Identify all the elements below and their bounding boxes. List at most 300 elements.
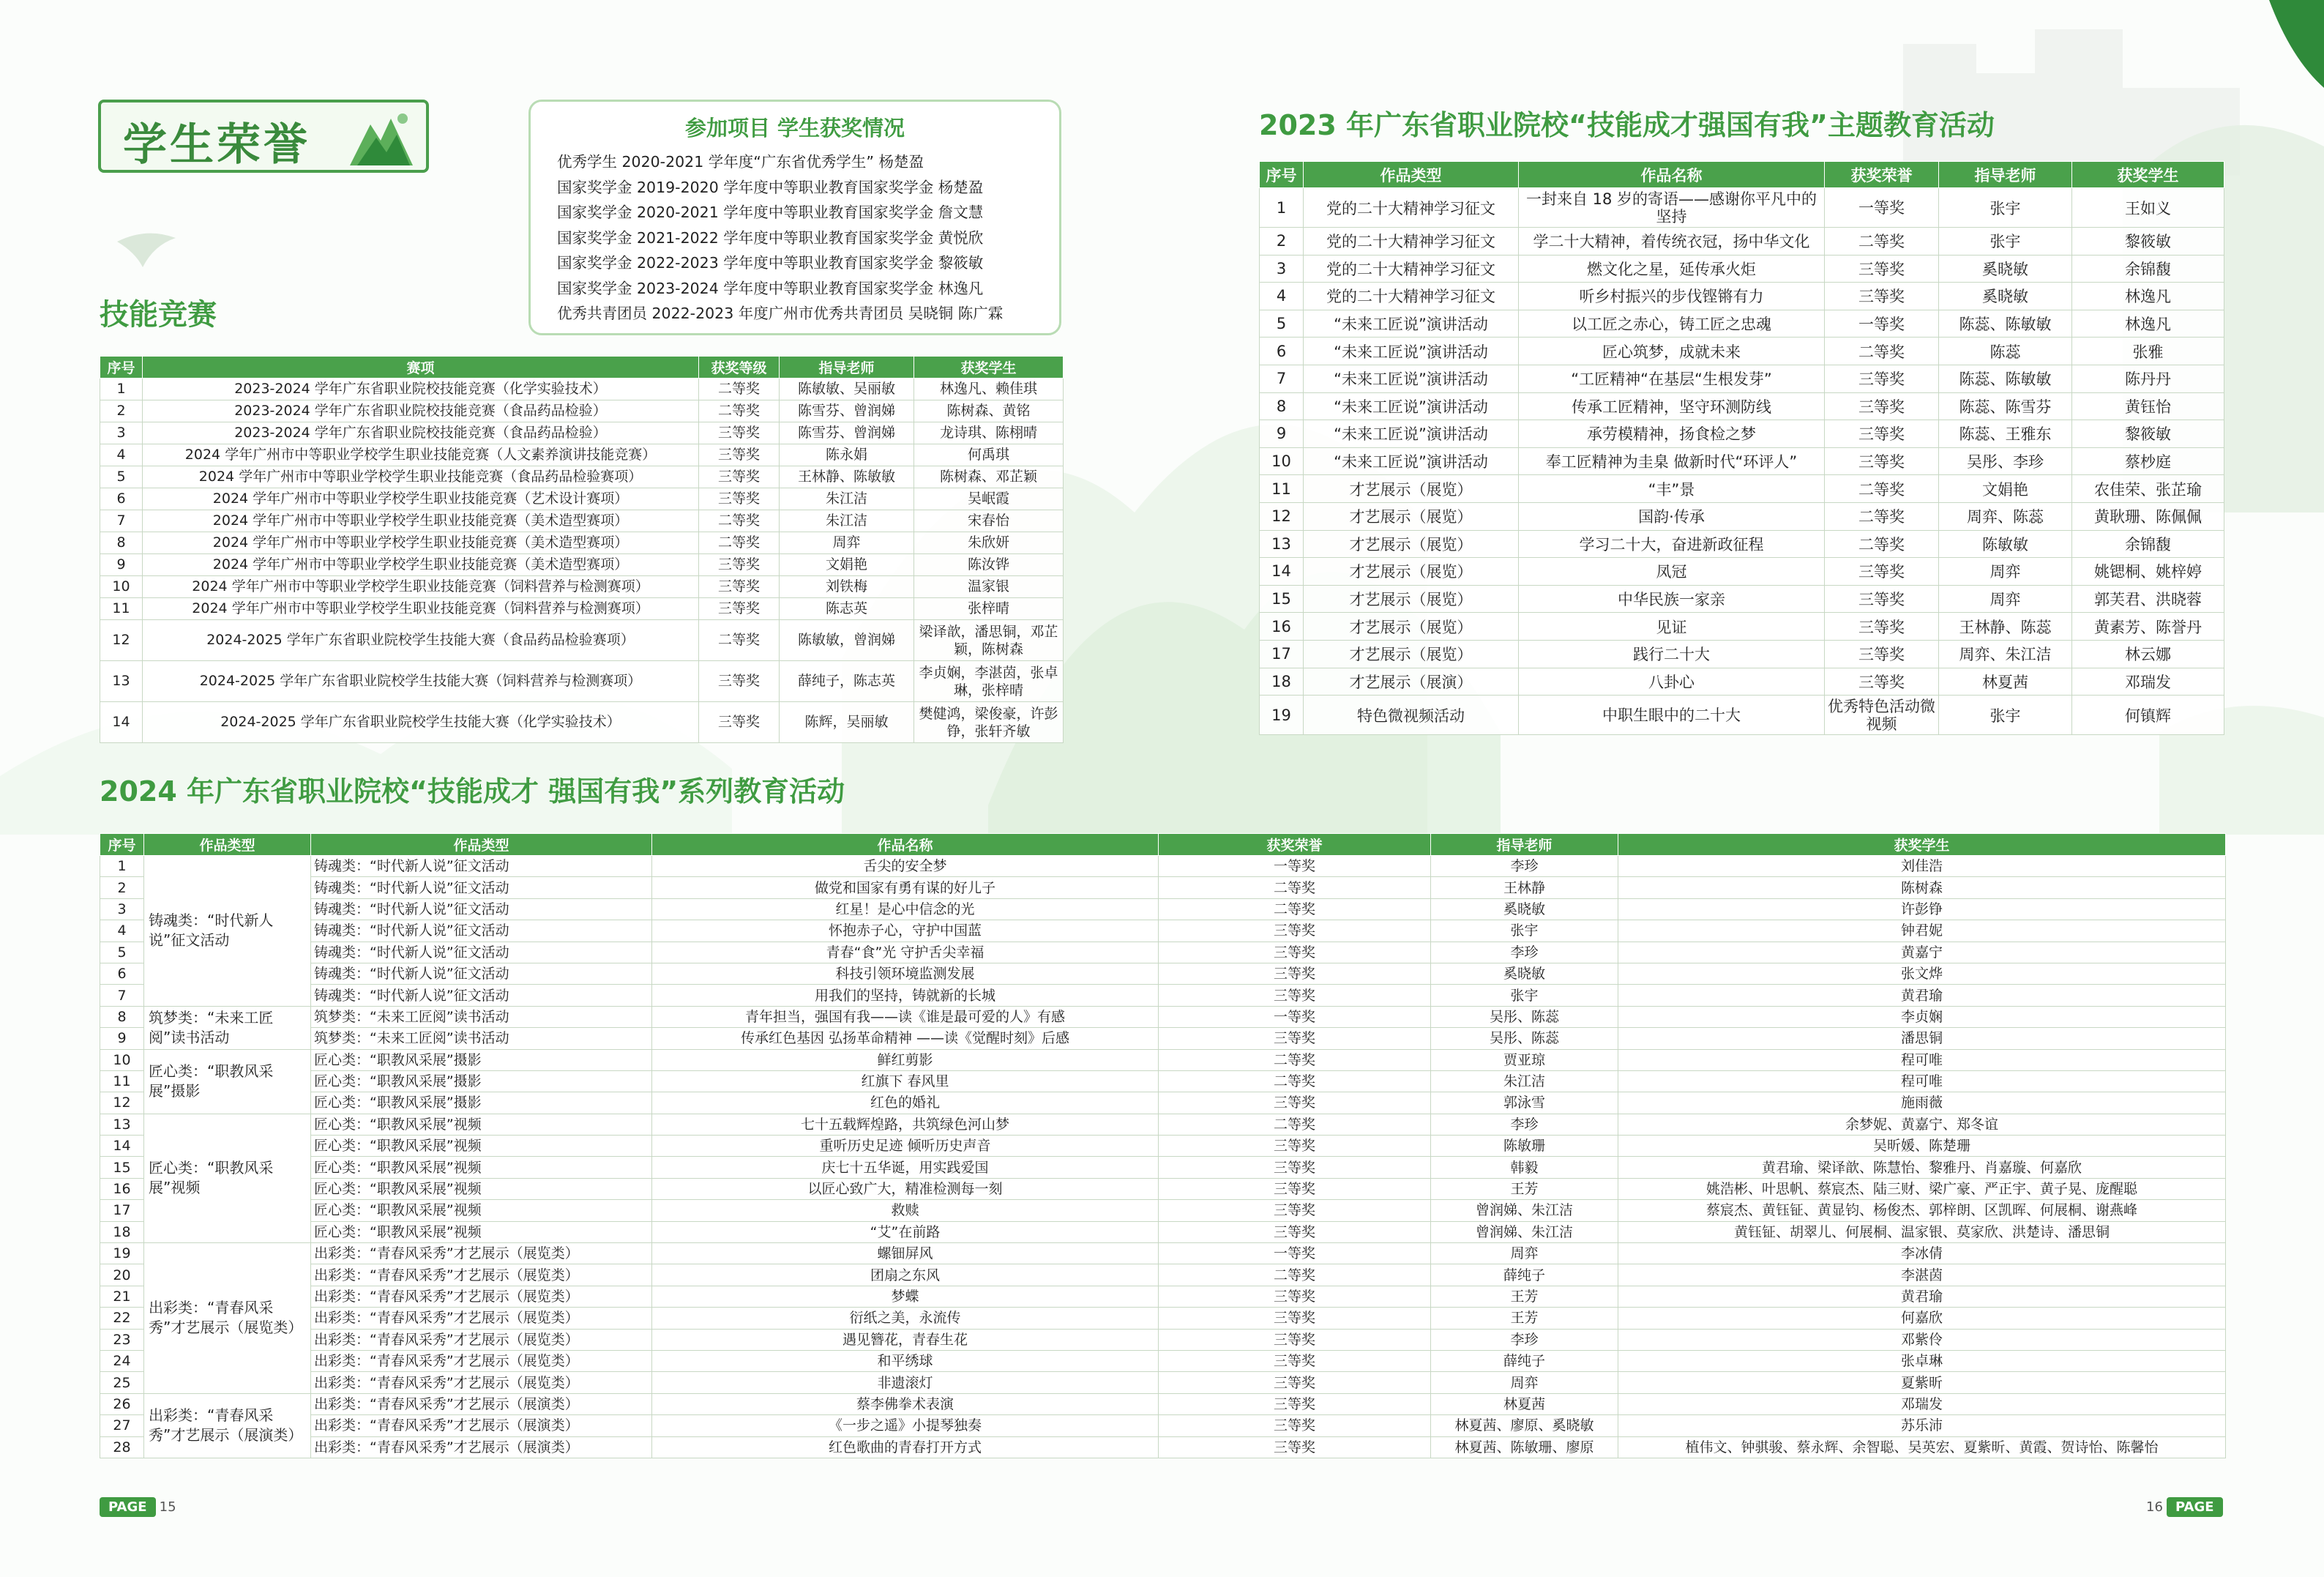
table-cell: 7: [1260, 365, 1304, 392]
table-cell: 二等奖: [699, 379, 780, 400]
table-row: [100, 1350, 2226, 1371]
table-cell: 三等奖: [699, 554, 780, 576]
table-cell: 蔡宸杰、黄钰钲、黄显钧、杨俊杰、郭梓朗、区凯晖、何展桐、谢燕峰: [1618, 1200, 2226, 1221]
table-cell: 陈蕊: [1939, 338, 2072, 365]
table-row: [100, 1178, 2226, 1199]
table-cell: 林逸凡: [2072, 283, 2224, 310]
table-cell: 陈永娟: [780, 444, 914, 466]
table-cell: 8: [1260, 392, 1304, 420]
table-cell: 三等奖: [1159, 1436, 1431, 1458]
table-cell: 匠心类：“职教风采展”视频: [311, 1178, 652, 1199]
table-cell: 姚锶桐、姚梓婷: [2072, 558, 2224, 586]
table-cell: 二等奖: [699, 400, 780, 422]
group-cell: 匠心类：“职教风采展”摄影: [144, 1049, 311, 1114]
table-cell: 筑梦类：“未来工匠阅”读书活动: [311, 1028, 652, 1049]
table-cell: 传承工匠精神，坚守环测防线: [1519, 392, 1825, 420]
table-row: [100, 488, 1064, 510]
table-cell: 奚晓敏: [1431, 963, 1618, 984]
table-cell: 黄君瑜: [1618, 1286, 2226, 1307]
table-cell: 林夏茜: [1431, 1393, 1618, 1414]
table-cell: 陈敏珊: [1431, 1136, 1618, 1157]
table-cell: “未来工匠说”演讲活动: [1304, 420, 1519, 448]
table-cell: 15: [100, 1157, 144, 1178]
table-cell: 陈树森、邓芷颖: [914, 466, 1064, 488]
table-cell: 二等奖: [1159, 898, 1431, 920]
table-row: [100, 898, 2226, 920]
table-cell: 红色的婚礼: [652, 1092, 1159, 1114]
table-row: [100, 985, 2226, 1006]
table-row: [1260, 392, 2224, 420]
table-cell: 张宇: [1939, 696, 2072, 735]
table-cell: 5: [1260, 310, 1304, 338]
table-row: [1260, 530, 2224, 558]
table-cell: 王芳: [1431, 1286, 1618, 1307]
table-cell: 14: [1260, 558, 1304, 586]
honors-row: 优秀学生 2020-2021 学年度“广东省优秀学生” 杨楚盈: [557, 153, 924, 171]
col-header: 获奖学生: [914, 357, 1064, 379]
table-cell: 二等奖: [699, 620, 780, 661]
table-cell: 陈蕊、陈雪芬: [1939, 392, 2072, 420]
table-cell: 三等奖: [1825, 255, 1939, 283]
table-cell: 2024 学年广州市中等职业学校学生职业技能竞赛（美术造型赛项）: [143, 554, 699, 576]
table-cell: 三等奖: [1159, 920, 1431, 942]
table-cell: 匠心类：“职教风采展”摄影: [311, 1049, 652, 1070]
table-cell: 青春“食”光 守护舌尖幸福: [652, 942, 1159, 963]
table-cell: 李湛茵: [1618, 1264, 2226, 1286]
table-cell: 非遗滚灯: [652, 1372, 1159, 1393]
table-cell: 三等奖: [1825, 558, 1939, 586]
table-row: [100, 1415, 2226, 1436]
table-cell: 党的二十大精神学习征文: [1304, 188, 1519, 228]
table-cell: 6: [100, 488, 143, 510]
table-cell: 余锦馥: [2072, 530, 2224, 558]
table-cell: 2024 学年广州市中等职业学校学生职业技能竞赛（艺术设计赛项）: [143, 488, 699, 510]
table-cell: 宋春怡: [914, 510, 1064, 532]
table-cell: 2023-2024 学年广东省职业院校技能竞赛（化学实验技术）: [143, 379, 699, 400]
table-cell: 邓瑞发: [2072, 668, 2224, 696]
table-cell: 周弈: [1939, 558, 2072, 586]
table-cell: 匠心筑梦，成就未来: [1519, 338, 1825, 365]
table-cell: 12: [100, 620, 143, 661]
table-cell: 何镇辉: [2072, 696, 2224, 735]
table-cell: 三等奖: [1159, 1178, 1431, 1199]
col-header: 作品类型: [144, 834, 311, 856]
honors-row: 优秀共青团员 2022-2023 年度广州市优秀共青团员 吴晓铜 陈广霖: [557, 305, 1004, 322]
table-cell: 王林静: [1431, 877, 1618, 898]
table-cell: 七十五载辉煌路，共筑绿色河山梦: [652, 1114, 1159, 1135]
honors-row: 国家奖学金 2023-2024 学年度中等职业教育国家奖学金 林逸凡: [557, 279, 984, 297]
col-header: 序号: [100, 834, 144, 856]
table-cell: 4: [1260, 283, 1304, 310]
table-row: [100, 1436, 2226, 1458]
table-cell: 朱江洁: [780, 488, 914, 510]
table-cell: 24: [100, 1350, 144, 1371]
table-cell: 三等奖: [1825, 365, 1939, 392]
table-cell: 三等奖: [699, 466, 780, 488]
table-cell: 三等奖: [1825, 668, 1939, 696]
table-cell: 夏紫昕: [1618, 1372, 2226, 1393]
table-cell: 三等奖: [1825, 420, 1939, 448]
table-cell: 匠心类：“职教风采展”视频: [311, 1136, 652, 1157]
table-cell: 三等奖: [1159, 1372, 1431, 1393]
table-cell: 三等奖: [1159, 1308, 1431, 1329]
table-cell: 朱江洁: [1431, 1070, 1618, 1092]
table-cell: 救赎: [652, 1200, 1159, 1221]
table-cell: 三等奖: [1159, 1350, 1431, 1371]
table-cell: 20: [100, 1264, 144, 1286]
table-row: [100, 702, 1064, 743]
table-row: [100, 1092, 2226, 1114]
table-cell: 三等奖: [1159, 1221, 1431, 1242]
table-cell: 二等奖: [1825, 502, 1939, 530]
table-cell: 余梦妮、黄嘉宁、郑冬谊: [1618, 1114, 2226, 1135]
table-cell: 三等奖: [699, 576, 780, 598]
table-cell: 红色歌曲的青春打开方式: [652, 1436, 1159, 1458]
table-row: [1260, 188, 2224, 228]
table-cell: 匠心类：“职教风采展”摄影: [311, 1092, 652, 1114]
table-cell: 匠心类：“职教风采展”视频: [311, 1157, 652, 1178]
table-cell: 林逸凡: [2072, 310, 2224, 338]
table-cell: 14: [100, 702, 143, 743]
table-cell: 二等奖: [699, 532, 780, 554]
table-cell: 二等奖: [1159, 1264, 1431, 1286]
table-cell: 7: [100, 510, 143, 532]
table-cell: 余锦馥: [2072, 255, 2224, 283]
table-cell: 陈雪芬、曾润娣: [780, 400, 914, 422]
table-cell: 17: [1260, 640, 1304, 668]
table-cell: 林夏茜: [1939, 668, 2072, 696]
table-cell: 温家银: [914, 576, 1064, 598]
table-cell: 三等奖: [1159, 942, 1431, 963]
table-row: [1260, 640, 2224, 668]
table-cell: 铸魂类：“时代新人说”征文活动: [311, 920, 652, 942]
table-cell: 见证: [1519, 613, 1825, 641]
table-cell: 周弈: [780, 532, 914, 554]
table-cell: 黄君瑜: [1618, 985, 2226, 1006]
table-cell: 16: [100, 1178, 144, 1199]
table-cell: “工匠精神“在基层“生根发芽”: [1519, 365, 1825, 392]
table-row: [100, 444, 1064, 466]
table-cell: 三等奖: [1825, 283, 1939, 310]
table-cell: 铸魂类：“时代新人说”征文活动: [311, 856, 652, 877]
table-row: [100, 620, 1064, 661]
table-cell: 出彩类：“青春风采秀”才艺展示（展演类）: [311, 1415, 652, 1436]
page-title: 学生荣誉: [123, 119, 310, 171]
table-cell: 青年担当，强国有我——读《谁是最可爱的人》有感: [652, 1006, 1159, 1027]
table-cell: 陈敏敏，曾润娣: [780, 620, 914, 661]
table-cell: 吴彤、李珍: [1939, 447, 2072, 475]
table-cell: 二等奖: [1159, 1070, 1431, 1092]
table-cell: 三等奖: [699, 444, 780, 466]
table-row: [100, 1200, 2226, 1221]
table-cell: 《一步之遥》小提琴独奏: [652, 1415, 1159, 1436]
table-row: [100, 510, 1064, 532]
table-cell: 陈敏敏、吴丽敏: [780, 379, 914, 400]
table-cell: 10: [100, 1049, 144, 1070]
table-cell: 匠心类：“职教风采展”摄影: [311, 1070, 652, 1092]
table-row: [100, 1136, 2226, 1157]
table-cell: 才艺展示（展览）: [1304, 585, 1519, 613]
table-cell: 陈树森、黄铭: [914, 400, 1064, 422]
table-cell: 11: [100, 598, 143, 620]
table-cell: 奉工匠精神为圭臬 做新时代“环评人”: [1519, 447, 1825, 475]
table-cell: 2024 学年广州市中等职业学校学生职业技能竞赛（美术造型赛项）: [143, 510, 699, 532]
table-row: [100, 1114, 2226, 1135]
mountain-illustration-icon: [343, 108, 416, 170]
table-row: [1260, 668, 2224, 696]
table-cell: 才艺展示（展览）: [1304, 475, 1519, 503]
table-cell: 奚晓敏: [1939, 283, 2072, 310]
table-cell: 二等奖: [1159, 1049, 1431, 1070]
table-cell: 红星！是心中信念的光: [652, 898, 1159, 920]
table-cell: “未来工匠说”演讲活动: [1304, 310, 1519, 338]
table-cell: 奚晓敏: [1431, 898, 1618, 920]
table-row: [100, 1157, 2226, 1178]
table-cell: 三等奖: [699, 598, 780, 620]
table-row: [100, 466, 1064, 488]
table-cell: 王林静、陈蕊: [1939, 613, 2072, 641]
table-cell: 衍纸之美，永流传: [652, 1308, 1159, 1329]
table-cell: 1: [100, 379, 143, 400]
table-cell: 周弈: [1431, 1243, 1618, 1264]
table-cell: 三等奖: [1159, 963, 1431, 984]
table-row: [100, 554, 1064, 576]
table-cell: 怀抱赤子心，守护中国蓝: [652, 920, 1159, 942]
skills-heading: 技能竞赛: [100, 298, 217, 332]
table-cell: 陈雪芬、曾润娣: [780, 422, 914, 444]
table-row: [1260, 310, 2224, 338]
table-cell: 出彩类：“青春风采秀”才艺展示（展览类）: [311, 1350, 652, 1371]
table-cell: 出彩类：“青春风采秀”才艺展示（展览类）: [311, 1372, 652, 1393]
table-row: [100, 920, 2226, 942]
table-cell: 陈汝铧: [914, 554, 1064, 576]
page-number: 16: [2146, 1499, 2163, 1515]
table-cell: 出彩类：“青春风采秀”才艺展示（展览类）: [311, 1329, 652, 1350]
table-cell: 舌尖的安全梦: [652, 856, 1159, 877]
table-cell: 5: [100, 466, 143, 488]
table-cell: 梁译歆，潘思铜，邓芷颖，陈树森: [914, 620, 1064, 661]
group-cell: 匠心类：“职教风采展”视频: [144, 1114, 311, 1242]
honors-row: 国家奖学金 2019-2020 学年度中等职业教育国家奖学金 杨楚盈: [557, 178, 984, 196]
table-cell: 3: [1260, 255, 1304, 283]
table-cell: 5: [100, 942, 144, 963]
table-cell: 出彩类：“青春风采秀”才艺展示（展览类）: [311, 1286, 652, 1307]
table-cell: 张宇: [1431, 985, 1618, 1006]
table-cell: 21: [100, 1286, 144, 1307]
table-cell: 二等奖: [699, 510, 780, 532]
table-cell: 李珍: [1431, 856, 1618, 877]
table-cell: 18: [1260, 668, 1304, 696]
honors-title: 参加项目 学生获奖情况: [684, 116, 905, 141]
activity2024-title: 2024 年广东省职业院校“技能成才 强国有我”系列教育活动: [100, 775, 845, 808]
table-cell: 出彩类：“青春风采秀”才艺展示（展览类）: [311, 1264, 652, 1286]
table-cell: 三等奖: [1159, 1286, 1431, 1307]
table-row: [1260, 283, 2224, 310]
honors-panel: [528, 100, 1061, 335]
table-cell: 凤冠: [1519, 558, 1825, 586]
table-cell: 李珍: [1431, 1329, 1618, 1350]
table-cell: 张宇: [1939, 188, 2072, 228]
table-cell: 2: [100, 877, 144, 898]
table-cell: 才艺展示（展览）: [1304, 530, 1519, 558]
table-cell: 三等奖: [1825, 447, 1939, 475]
table-cell: 黄钰钲、胡翠儿、何展桐、温家银、莫家欣、洪楚诗、潘思铜: [1618, 1221, 2226, 1242]
table-cell: 李贞娴，李湛茵，张卓琳，张梓晴: [914, 661, 1064, 702]
table-cell: 邓瑞发: [1618, 1393, 2226, 1414]
table-row: [100, 598, 1064, 620]
table-cell: “未来工匠说”演讲活动: [1304, 338, 1519, 365]
table-cell: 一等奖: [1159, 1243, 1431, 1264]
table-cell: 陈蕊、王雅东: [1939, 420, 2072, 448]
table-cell: 遇见簪花，青春生花: [652, 1329, 1159, 1350]
table-cell: 陈树森: [1618, 877, 2226, 898]
table-cell: 党的二十大精神学习征文: [1304, 283, 1519, 310]
table-cell: 筑梦类：“未来工匠阅”读书活动: [311, 1006, 652, 1027]
table-cell: 三等奖: [1825, 585, 1939, 613]
skills-table: [100, 356, 1064, 743]
table-cell: 一封来自 18 岁的寄语——感谢你平凡中的坚持: [1519, 188, 1825, 228]
table-cell: 二等奖: [1825, 228, 1939, 256]
table-cell: 王林静、陈敏敏: [780, 466, 914, 488]
table-cell: 三等奖: [1825, 392, 1939, 420]
table-cell: 优秀特色活动微视频: [1825, 696, 1939, 735]
page-tag: PAGE: [100, 1497, 156, 1517]
table-cell: 黄钰怡: [2072, 392, 2224, 420]
table-row: [1260, 228, 2224, 256]
table-cell: 才艺展示（展演）: [1304, 668, 1519, 696]
table-row: [100, 422, 1064, 444]
table-cell: 才艺展示（展览）: [1304, 502, 1519, 530]
table-cell: 一等奖: [1825, 310, 1939, 338]
table-cell: 15: [1260, 585, 1304, 613]
table-cell: 党的二十大精神学习征文: [1304, 255, 1519, 283]
table-cell: 2: [100, 400, 143, 422]
table-cell: 李冰倩: [1618, 1243, 2226, 1264]
table-row: [1260, 365, 2224, 392]
footer-right: [2146, 1499, 2223, 1515]
table-cell: 国韵·传承: [1519, 502, 1825, 530]
table-cell: 王如义: [2072, 188, 2224, 228]
table-cell: 13: [1260, 530, 1304, 558]
table-cell: 和平绣球: [652, 1350, 1159, 1371]
table-row: [100, 1372, 2226, 1393]
table-row: [100, 576, 1064, 598]
activity2024-table: [100, 833, 2226, 1458]
table-cell: 17: [100, 1200, 144, 1221]
table-cell: 匠心类：“职教风采展”视频: [311, 1221, 652, 1242]
table-cell: 郭泳雪: [1431, 1092, 1618, 1114]
table-cell: 三等奖: [699, 702, 780, 743]
table-row: [100, 1393, 2226, 1414]
table-cell: 一等奖: [1159, 856, 1431, 877]
table-cell: 文娟艳: [1939, 475, 2072, 503]
table-cell: 薛纯子: [1431, 1264, 1618, 1286]
table-cell: 铸魂类：“时代新人说”征文活动: [311, 963, 652, 984]
col-header: 获奖学生: [2072, 162, 2224, 188]
honors-row: 国家奖学金 2020-2021 学年度中等职业教育国家奖学金 詹文慧: [557, 204, 984, 221]
page-number: 15: [159, 1499, 176, 1515]
table-cell: 钟君妮: [1618, 920, 2226, 942]
table-cell: 李珍: [1431, 1114, 1618, 1135]
col-header: 指导老师: [1939, 162, 2072, 188]
table-cell: 2024-2025 学年广东省职业院校学生技能大赛（食品药品检验赛项）: [143, 620, 699, 661]
table-cell: 龙诗琪、陈栩晴: [914, 422, 1064, 444]
table-cell: “未来工匠说”演讲活动: [1304, 365, 1519, 392]
col-header: 作品类型: [1304, 162, 1519, 188]
table-cell: 匠心类：“职教风采展”视频: [311, 1200, 652, 1221]
table-cell: 23: [100, 1329, 144, 1350]
table-cell: 曾润娣、朱江洁: [1431, 1200, 1618, 1221]
table-cell: 庆七十五华诞，用实践爱国: [652, 1157, 1159, 1178]
table-row: [1260, 420, 2224, 448]
table-cell: 周弈: [1939, 585, 2072, 613]
table-cell: 张宇: [1431, 920, 1618, 942]
table-cell: 才艺展示（展览）: [1304, 558, 1519, 586]
table-cell: 邓紫伶: [1618, 1329, 2226, 1350]
table-cell: 周弈、朱江洁: [1939, 640, 2072, 668]
table-cell: 中华民族一家亲: [1519, 585, 1825, 613]
table-cell: 铸魂类：“时代新人说”征文活动: [311, 898, 652, 920]
table-cell: 韩毅: [1431, 1157, 1618, 1178]
table-cell: 出彩类：“青春风采秀”才艺展示（展演类）: [311, 1393, 652, 1414]
table-cell: 二等奖: [1825, 338, 1939, 365]
table-cell: 黄耿珊、陈佩佩: [2072, 502, 2224, 530]
table-cell: 吴昕媛、陈楚珊: [1618, 1136, 2226, 1157]
table-cell: 11: [100, 1070, 144, 1092]
table-cell: 黎筱敏: [2072, 420, 2224, 448]
table-cell: 王芳: [1431, 1308, 1618, 1329]
table-cell: 13: [100, 1114, 144, 1135]
table-cell: 二等奖: [1159, 877, 1431, 898]
table-cell: 2: [1260, 228, 1304, 256]
table-cell: 刘铁梅: [780, 576, 914, 598]
table-cell: 燃文化之星，延传承火炬: [1519, 255, 1825, 283]
table-cell: 郭芙君、洪晓蓉: [2072, 585, 2224, 613]
table-cell: 三等奖: [699, 488, 780, 510]
table-cell: 承劳模精神，扬食检之梦: [1519, 420, 1825, 448]
table-cell: 林夏茜、廖原、奚晓敏: [1431, 1415, 1618, 1436]
table-cell: 践行二十大: [1519, 640, 1825, 668]
table-cell: 梦蝶: [652, 1286, 1159, 1307]
table-cell: 三等奖: [1159, 1028, 1431, 1049]
table-cell: 出彩类：“青春风采秀”才艺展示（展演类）: [311, 1436, 652, 1458]
table-cell: 出彩类：“青春风采秀”才艺展示（展览类）: [311, 1243, 652, 1264]
table-cell: 黎筱敏: [2072, 228, 2224, 256]
table-row: [100, 661, 1064, 702]
table-row: [100, 1006, 2226, 1027]
table-cell: 一等奖: [1825, 188, 1939, 228]
table-cell: 三等奖: [1159, 1200, 1431, 1221]
table-cell: 一等奖: [1159, 1006, 1431, 1027]
table-cell: 蔡李佛拳术表演: [652, 1393, 1159, 1414]
table-cell: 16: [1260, 613, 1304, 641]
table-row: [1260, 696, 2224, 735]
table-cell: 才艺展示（展览）: [1304, 613, 1519, 641]
table-cell: 三等奖: [699, 661, 780, 702]
table-cell: 匠心类：“职教风采展”视频: [311, 1114, 652, 1135]
table-cell: “未来工匠说”演讲活动: [1304, 392, 1519, 420]
table-cell: 吴彤、陈蕊: [1431, 1028, 1618, 1049]
table-cell: 二等奖: [1825, 475, 1939, 503]
table-cell: 以工匠之赤心，铸工匠之忠魂: [1519, 310, 1825, 338]
table-cell: 陈丹丹: [2072, 365, 2224, 392]
table-cell: 27: [100, 1415, 144, 1436]
table-cell: 樊健鸿，梁俊豪，许彭铮，张轩齐敏: [914, 702, 1064, 743]
table-cell: 10: [1260, 447, 1304, 475]
table-cell: 李贞娴: [1618, 1006, 2226, 1027]
col-header: 指导老师: [1431, 834, 1618, 856]
table-row: [100, 963, 2226, 984]
